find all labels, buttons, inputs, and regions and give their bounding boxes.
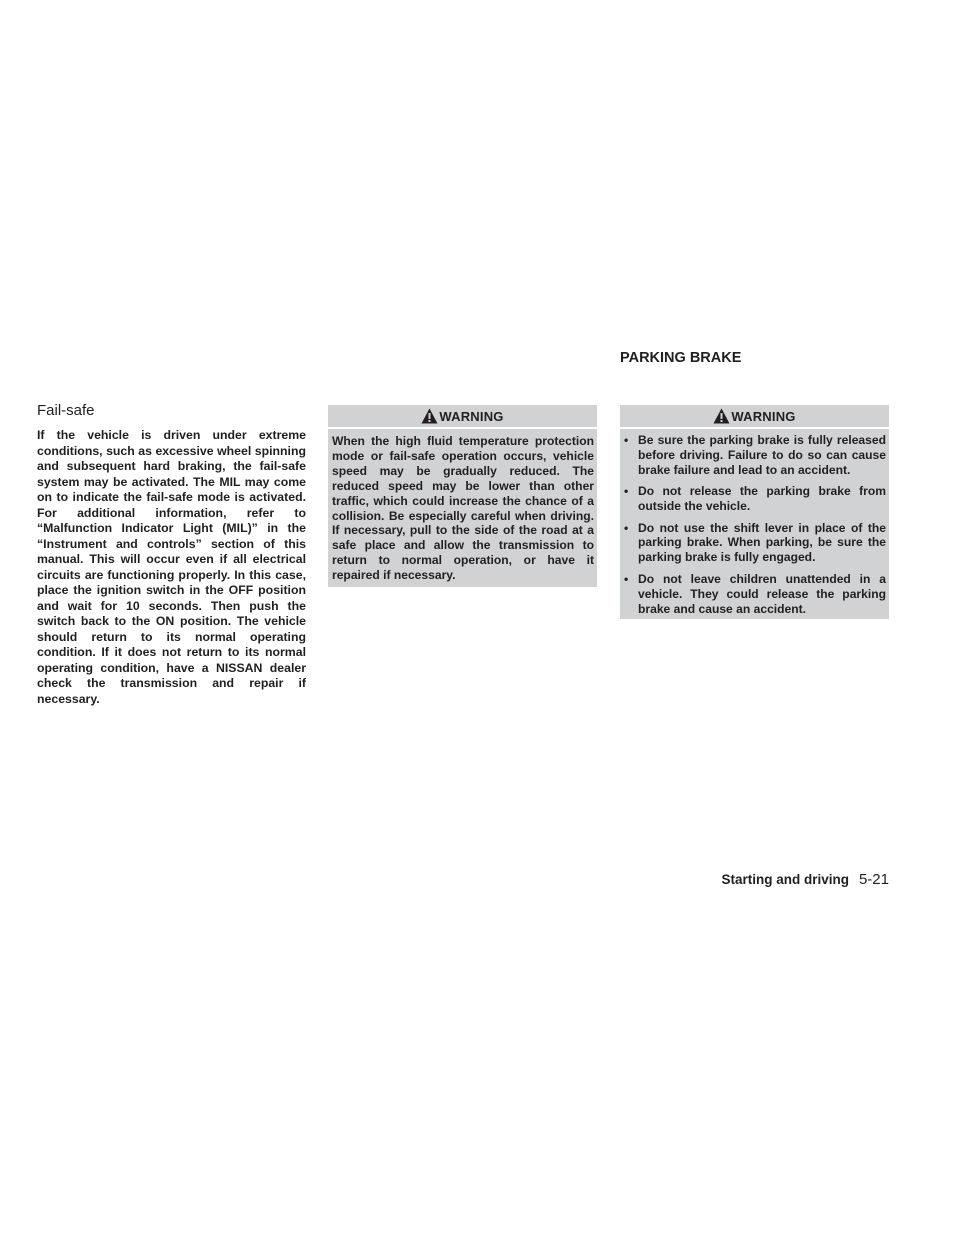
list-item bbox=[624, 484, 886, 514]
warning-triangle-icon bbox=[713, 408, 730, 424]
warning-body bbox=[328, 429, 597, 587]
list-item bbox=[624, 521, 886, 566]
warning-header bbox=[620, 405, 889, 429]
warning-bullet-list bbox=[620, 429, 889, 619]
warning-title: WARNING bbox=[731, 408, 796, 424]
list-item-text: Do not release the parking brake from outside the vehicle. bbox=[638, 484, 886, 514]
footer-section-title: Starting and driving bbox=[721, 872, 849, 887]
parking-brake-section bbox=[620, 348, 889, 619]
fail-safe-paragraph: If the vehicle is driven under extreme conditions, such as excessive wheel spinning and subsequent hard braking, the fail-safe system may be activated. The MIL may come on to indicate the fail-safe mode is activated. For additional information, refer to “Malfunction Indicator Light (MIL)” in the “Instrument and controls” section of this manual. This will occur even if all electrical circuits are functioning properly. In this case, place the ignition switch in the OFF position and wait for 10 seconds. Then push the switch back to the ON position. The vehicle should return to its normal operating condition. If it does not return to its normal operating condition, have a NISSAN dealer check the transmission and repair if necessary. bbox=[37, 428, 306, 706]
page-number: 5-21 bbox=[858, 871, 889, 888]
temperature-warning-section bbox=[328, 405, 597, 587]
list-item-text: Do not leave children unattended in a vehicle. They could release the parking brake and cause an accident. bbox=[638, 571, 886, 616]
warning-box-parking-brake bbox=[620, 405, 889, 619]
list-item bbox=[624, 572, 886, 617]
bullet-icon: • bbox=[624, 520, 629, 535]
list-item-text: Do not use the shift lever in place of the parking brake. When parking, be sure the parking brake is fully engaged. bbox=[638, 520, 886, 565]
fail-safe-subheading: Fail-safe bbox=[37, 402, 95, 419]
bullet-icon: • bbox=[624, 484, 629, 499]
warning-title: WARNING bbox=[439, 408, 504, 424]
list-item-text: Be sure the parking brake is fully released before driving. Failure to do so can cause brake failure and lead to an accident. bbox=[638, 433, 886, 477]
warning-triangle-icon bbox=[421, 408, 438, 424]
warning-box-fluid-temperature bbox=[328, 405, 597, 587]
fail-safe-section bbox=[37, 402, 306, 707]
warning-header bbox=[328, 405, 597, 429]
list-item bbox=[624, 433, 886, 478]
warning-text: When the high fluid temperature protection mode or fail-safe operation occurs, vehicle speed may be gradually reduced. The reduced speed may be lower than other traffic, which could increase the chance of a collision. Be especially careful when driving. If necessary, pull to the side of the road at a safe place and allow the transmission to return to normal operation, or have it repaired if necessary. bbox=[332, 434, 594, 583]
parking-brake-heading: PARKING BRAKE bbox=[620, 350, 742, 366]
bullet-icon: • bbox=[624, 571, 629, 586]
page-footer bbox=[620, 871, 889, 889]
bullet-icon: • bbox=[624, 433, 629, 447]
